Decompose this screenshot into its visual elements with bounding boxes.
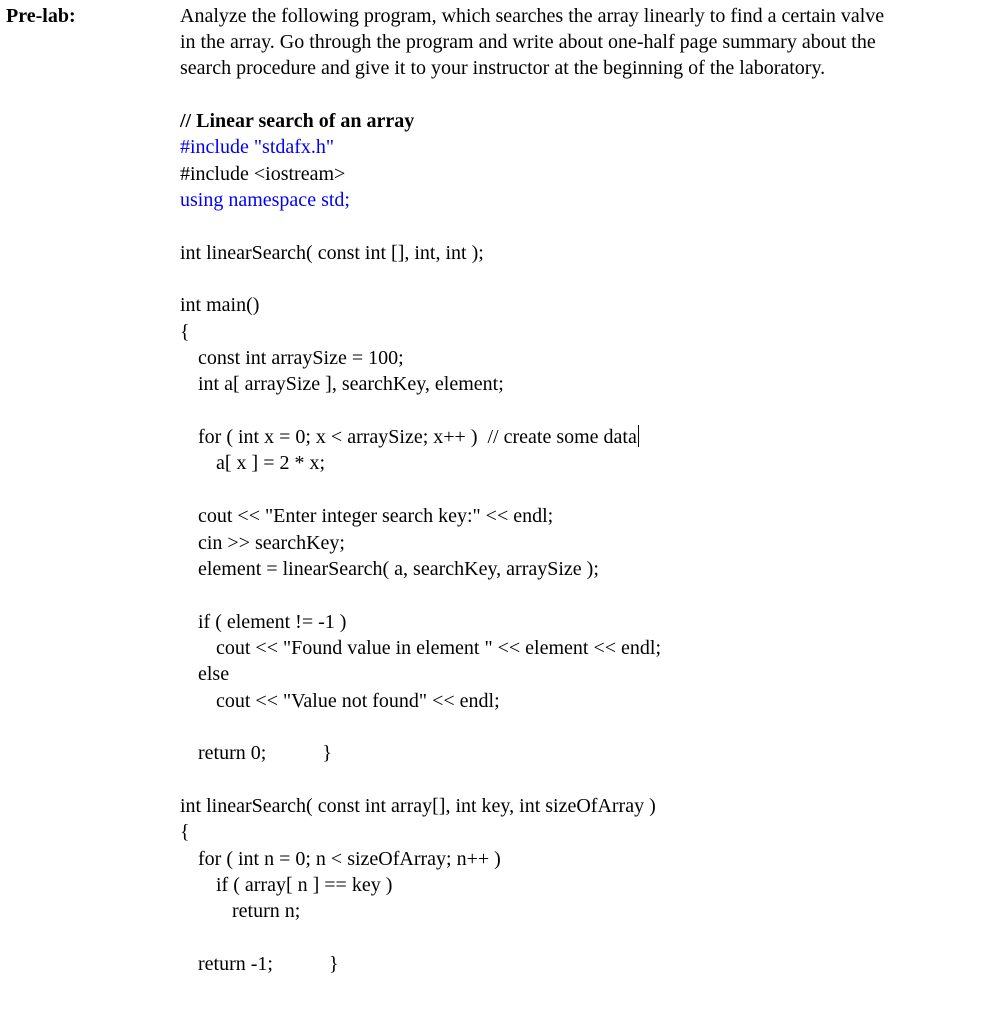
- code-include-iostream: #include <iostream>: [180, 162, 346, 185]
- code-if-element: if ( element != -1 ): [198, 610, 347, 633]
- blank-line: [180, 767, 980, 793]
- code-include-stdafx: #include "stdafx.h": [180, 136, 335, 159]
- code-main-signature: int main(): [180, 294, 260, 317]
- code-return-zero-text: return 0;: [198, 742, 267, 765]
- intro-line: in the array. Go through the program and write about one-half page summary about the: [180, 31, 876, 53]
- code-for-search: for ( int n = 0; n < sizeOfArray; n++ ): [198, 847, 501, 870]
- code-prototype: int linearSearch( const int [], int, int );: [180, 241, 484, 264]
- code-cout-prompt: cout << "Enter integer search key:" << endl;: [198, 505, 554, 528]
- intro-paragraph: [180, 3, 995, 81]
- blank-line: [180, 266, 980, 292]
- blank-line: [180, 477, 980, 503]
- code-brace-close: }: [322, 742, 332, 765]
- blank-line: [180, 213, 980, 239]
- code-brace-open-2: {: [180, 821, 190, 844]
- blank-line: [180, 582, 980, 608]
- code-assign: a[ x ] = 2 * x;: [216, 452, 326, 475]
- code-cin: cin >> searchKey;: [198, 531, 345, 554]
- blank-line: [180, 714, 980, 740]
- code-listing: [180, 108, 980, 977]
- code-using-namespace: using namespace std;: [180, 189, 350, 212]
- code-function-signature: int linearSearch( const int array[], int key, int sizeOfArray ): [180, 794, 656, 817]
- intro-line: Analyze the following program, which searches the array linearly to find a certain valve: [180, 5, 885, 27]
- prelab-label: Pre-lab:: [6, 5, 76, 27]
- code-for-create-data-text: for ( int x = 0; x < arraySize; x++ ) // create some data: [198, 426, 637, 449]
- code-if-key: if ( array[ n ] == key ): [216, 873, 393, 896]
- blank-line: [180, 398, 980, 424]
- intro-line: search procedure and give it to your instructor at the beginning of the laboratory.: [180, 57, 826, 79]
- code-comment-title: // Linear search of an array: [180, 110, 415, 132]
- code-brace-open: {: [180, 320, 190, 343]
- code-return-neg-text: return -1;: [198, 953, 273, 975]
- text-cursor: [638, 425, 639, 447]
- code-call-search: element = linearSearch( a, searchKey, arraySize );: [198, 557, 599, 580]
- code-brace-close-2: }: [328, 953, 339, 975]
- code-for-create-data: [180, 424, 980, 450]
- code-cout-found: cout << "Found value in element " << element << endl;: [216, 636, 662, 659]
- code-return-neg: [180, 951, 980, 977]
- code-decl-arraysize: const int arraySize = 100;: [198, 347, 404, 370]
- code-return-zero: [180, 740, 980, 766]
- blank-line: [180, 925, 980, 951]
- code-else: else: [198, 663, 230, 686]
- code-decl-array: int a[ arraySize ], searchKey, element;: [198, 373, 504, 396]
- code-return-n: return n;: [232, 900, 301, 923]
- code-cout-not-found: cout << "Value not found" << endl;: [216, 689, 500, 712]
